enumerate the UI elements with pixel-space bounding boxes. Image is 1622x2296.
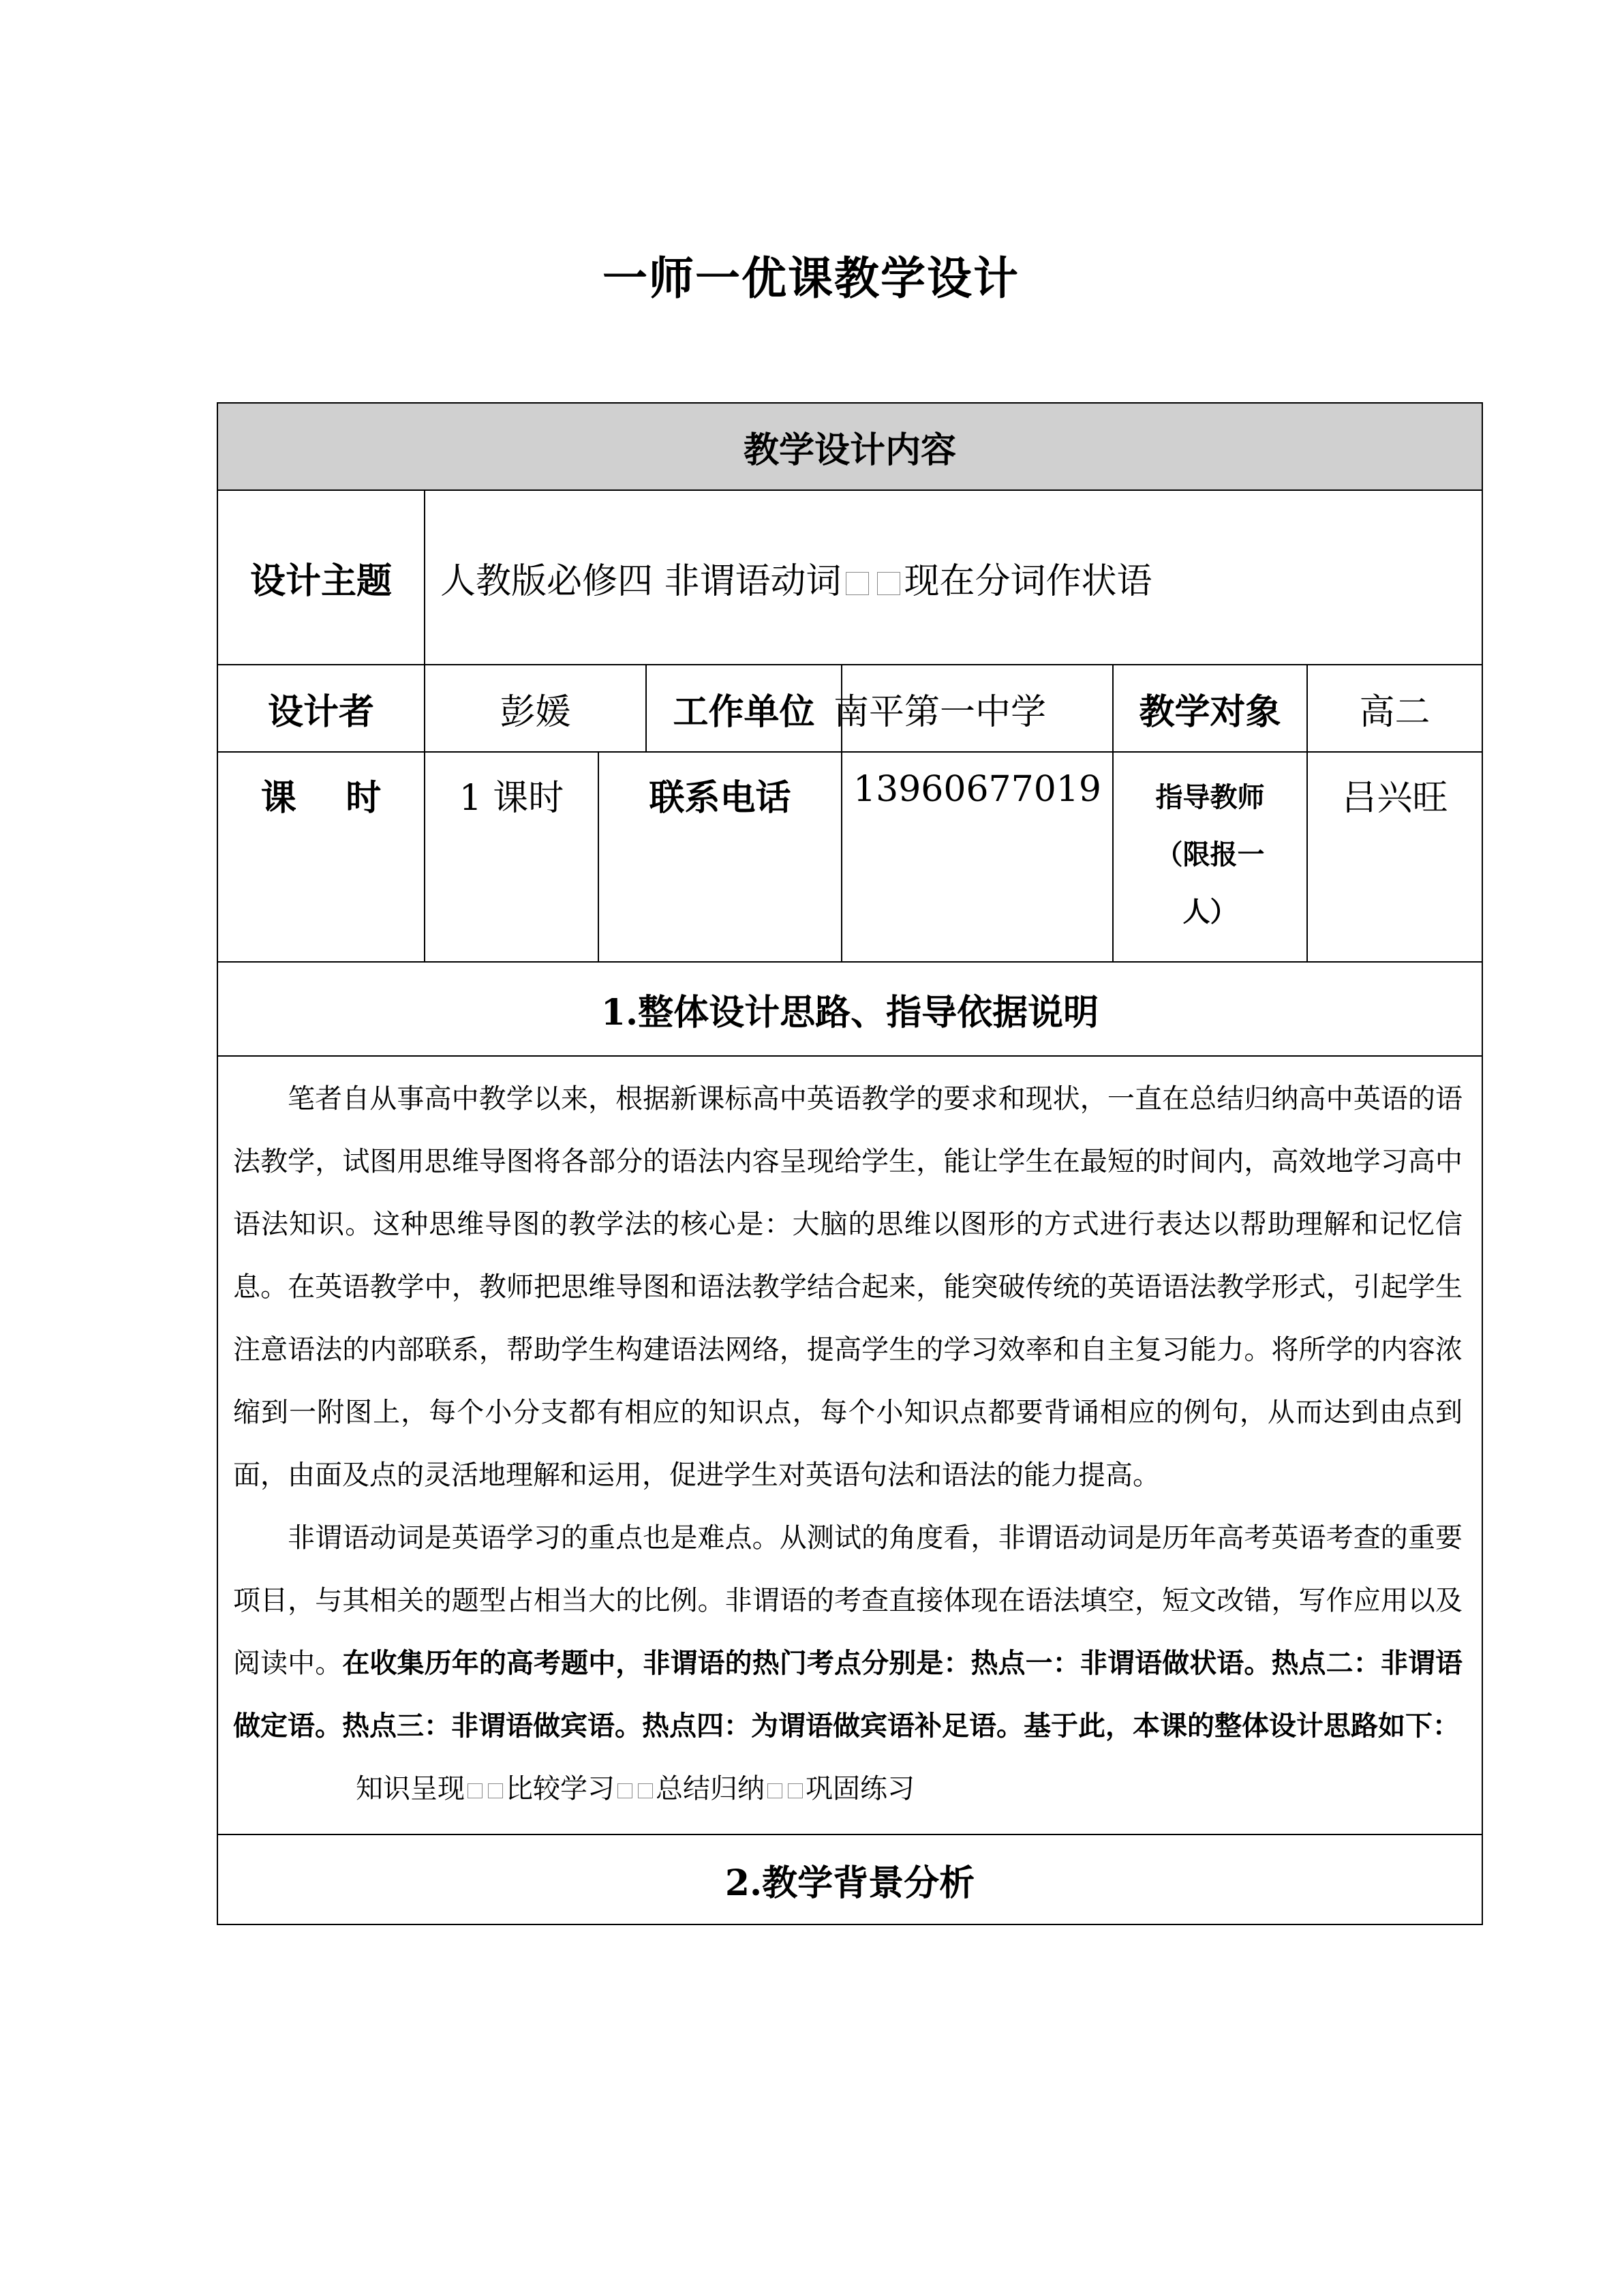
unit-value xyxy=(833,665,1113,752)
missing-glyph-icon xyxy=(846,572,869,595)
hours-value: 1 课时 xyxy=(425,752,598,962)
hours-label: 课 时 xyxy=(217,752,425,962)
unit-value-text: 南平第一中学 xyxy=(833,691,1046,733)
design-table xyxy=(217,402,1483,1925)
design-flow xyxy=(233,1757,1463,1820)
mentor-value: 吕兴旺 xyxy=(1307,752,1482,962)
flow-step-3: 总结归纳 xyxy=(656,1773,765,1804)
phone-label: 联系电话 xyxy=(598,752,842,962)
missing-glyph-icon xyxy=(488,1783,503,1798)
section-1-paragraph-1: 笔者自从事高中教学以来，根据新课标高中英语教学的要求和现状，一直在总结归纳高中英语的语法教学，试图用思维导图将各部分的语法内容呈现给学生，能让学生在最短的时间内，高效地学习高中语法知识。这种思维导图的教学法的核心是：大脑的思维以图形的方式进行表达以帮助理解和记忆信息。在英语教学中，教师把思维导图和语法教学结合起来，能突破传统的英语语法教学形式，引起学生注意语法的内部联系，帮助学生构建语法网络，提高学生的学习效率和自主复习能力。将所学的内容浓缩到一附图上，每个小分支都有相应的知识点，每个小知识点都要背诵相应的例句，从而达到由点到面，由面及点的灵活地理解和运用，促进学生对英语句法和语法的能力提高。 xyxy=(233,1083,1463,1491)
mentor-label xyxy=(1113,752,1307,962)
section-1-heading: 1.整体设计思路、指导依据说明 xyxy=(217,962,1482,1056)
paragraph-2-normal: 非谓语动词是英语学习的重点也是难点。从测试的角度看，非谓语动词是历年高考英语考查的重要项目，与其相关的题型占相当大的比例。非谓语的考查直接体现在语法填空，短文改错，写作应用以及阅读中。 xyxy=(233,1522,1463,1679)
topic-suffix: 现在分词作状语 xyxy=(904,560,1152,602)
section-1-paragraph-2 xyxy=(233,1507,1463,1757)
paragraph-2-bold: 在收集历年的高考题中，非谓语的热门考点分别是：热点一：非谓语做状语。热点二：非谓语做定语。热点三：非谓语做宾语。热点四：为谓语做宾语补足语。基于此，本课的整体设计思路如下： xyxy=(233,1647,1463,1742)
missing-glyph-icon xyxy=(767,1783,782,1798)
target-label: 教学对象 xyxy=(1113,665,1307,752)
target-value: 高二 xyxy=(1307,665,1482,752)
missing-glyph-icon xyxy=(617,1783,632,1798)
topic-prefix: 人教版必修四 非谓语动词 xyxy=(440,560,842,602)
topic-value xyxy=(425,490,1482,665)
missing-glyph-icon xyxy=(638,1783,653,1798)
flow-step-4: 巩固练习 xyxy=(806,1773,915,1804)
phone-value: 13960677019 xyxy=(842,752,1113,962)
missing-glyph-icon xyxy=(788,1783,803,1798)
mentor-label-line-2: （限报一 xyxy=(1155,839,1265,871)
mentor-label-line-3: 人） xyxy=(1182,896,1238,928)
topic-label: 设计主题 xyxy=(217,490,425,665)
missing-glyph-icon xyxy=(468,1783,483,1798)
section-1-body xyxy=(217,1056,1482,1834)
page-title: 一师一优课教学设计 xyxy=(602,252,1020,305)
flow-step-2: 比较学习 xyxy=(506,1773,615,1804)
mentor-label-line-1: 指导教师 xyxy=(1155,781,1265,813)
section-2-heading: 2.教学背景分析 xyxy=(217,1834,1482,1924)
flow-step-1: 知识呈现 xyxy=(356,1773,465,1804)
unit-label: 工作单位 xyxy=(646,665,842,752)
designer-value: 彭媛 xyxy=(425,665,646,752)
designer-label: 设计者 xyxy=(217,665,425,752)
missing-glyph-icon xyxy=(877,572,900,595)
table-header: 教学设计内容 xyxy=(217,403,1482,490)
